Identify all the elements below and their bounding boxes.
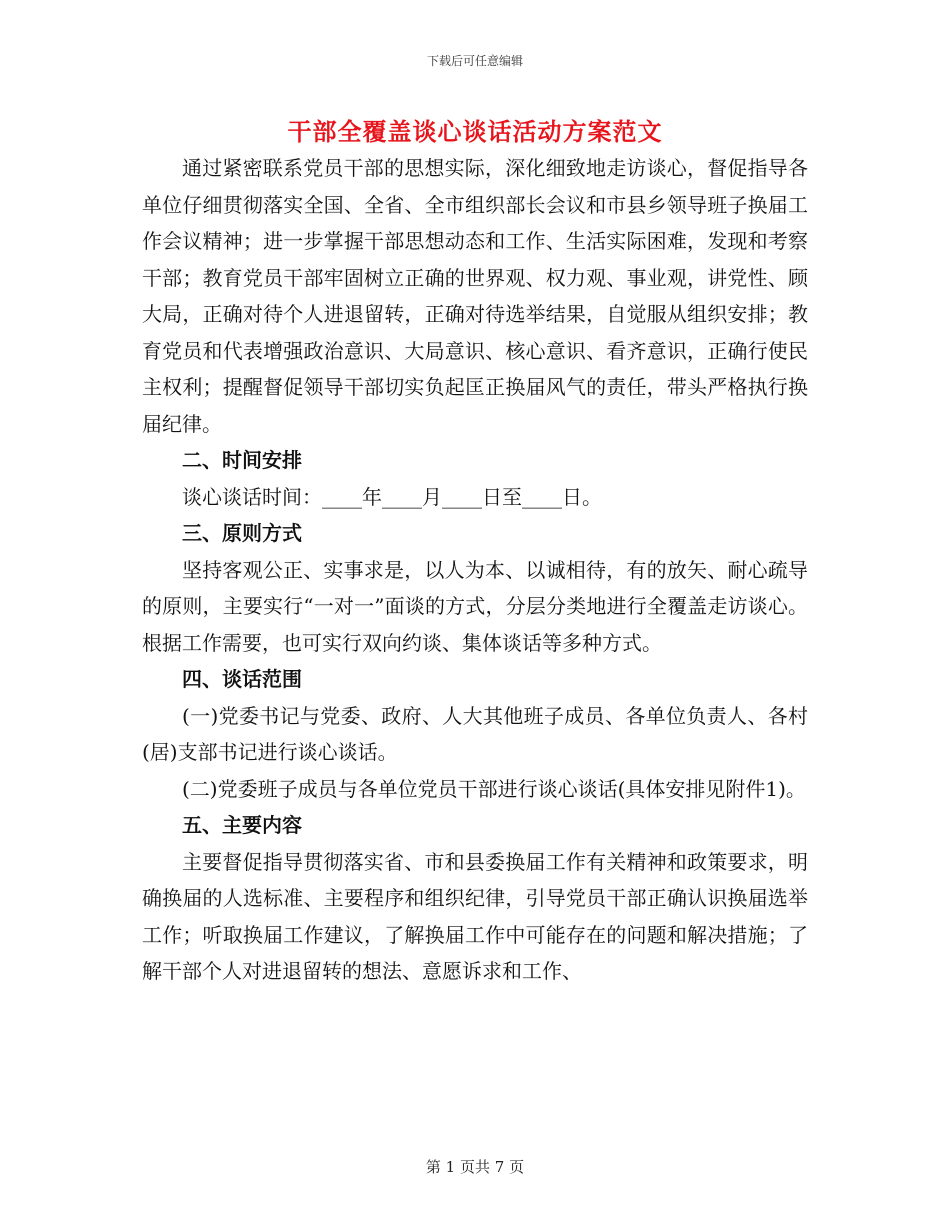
paragraph-principle: 坚持客观公正、实事求是，以人为本、以诚相待，有的放矢、耐心疏导的原则，主要实行“一对一”面谈的方式，分层分类地进行全覆盖走访谈心。根据工作需要，也可实行双向约谈、集体谈话等多种方式。 xyxy=(142,557,808,655)
page-header: 下载后可任意编辑 xyxy=(426,54,523,68)
paragraph-intro: 通过紧密联系党员干部的思想实际，深化细致地走访谈心，督促指导各单位仔细贯彻落实全国、全省、全市组织部长会议和市县乡领导班子换届工作会议精神；进一步掌握干部思想动态和工作、生活实际困难，发现和考察干部；教育党员干部牢固树立正确的世界观、权力观、事业观，讲党性、顾大局，正确对待个人进退留转，正确对待选举结果，自觉服从组织安排；教育党员和代表增强政治意识、大局意识、核心意识、看齐意识，正确行使民主权利；提醒督促领导干部切实负起匡正换届风气的责任，带头严格执行换届纪律。 xyxy=(142,156,808,436)
section-heading-time: 二、时间安排 xyxy=(182,448,302,472)
document-body xyxy=(142,150,808,990)
paragraph-scope-2: (二)党委班子成员与各单位党员干部进行谈心谈话(具体安排见附件1)。 xyxy=(182,776,806,801)
section-heading-scope: 四、谈话范围 xyxy=(182,667,302,691)
page-footer: 第 1 页共 7 页 xyxy=(425,1158,525,1176)
paragraph-time: 谈心谈话时间：____年____月____日至____日。 xyxy=(182,484,602,509)
section-heading-principle: 三、原则方式 xyxy=(182,521,302,545)
section-heading-content: 五、主要内容 xyxy=(182,813,302,837)
paragraph-content: 主要督促指导贯彻落实省、市和县委换届工作有关精神和政策要求，明确换届的人选标准、主要程序和组织纪律，引导党员干部正确认识换届选举工作；听取换届工作建议，了解换届工作中可能存在的问题和解决措施；了解干部个人对进退留转的想法、意愿诉求和工作、 xyxy=(142,849,808,983)
paragraph-scope-1: (一)党委书记与党委、政府、人大其他班子成员、各单位负责人、各村(居)支部书记进行谈心谈话。 xyxy=(142,703,808,764)
document-title: 干部全覆盖谈心谈话活动方案范文 xyxy=(287,117,663,146)
